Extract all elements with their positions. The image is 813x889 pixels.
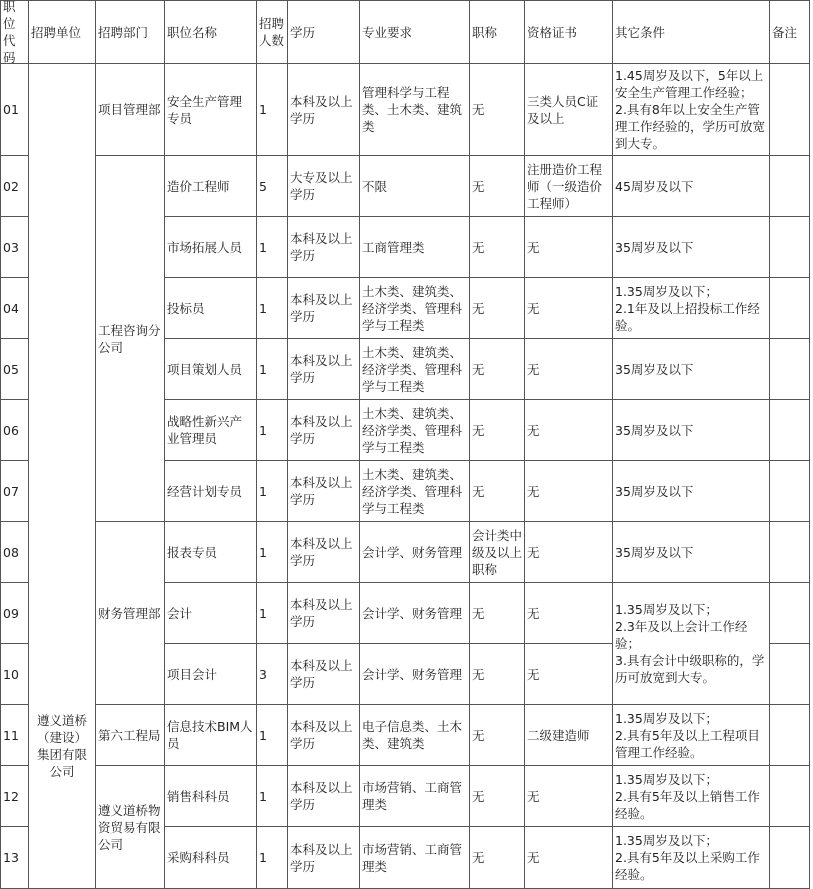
cell-remark [770, 339, 810, 400]
cell-certificate-text: 无 [527, 850, 540, 865]
cell-education-text: 大专及以上学历 [290, 170, 353, 202]
cell-rank-text: 无 [472, 422, 485, 438]
cell-code [0, 400, 29, 461]
header-code-text: 职位代码 [3, 0, 16, 64]
cell-education [288, 583, 360, 644]
cell-count-text: 1 [259, 605, 267, 621]
cell-certificate-text: 无 [527, 788, 540, 804]
cell-other-text: 1.35周岁及以下； 2.具有5年及以上工程项目管理工作经验。 [615, 710, 760, 760]
cell-remark [770, 64, 810, 156]
dept-finance [96, 522, 165, 705]
cell-major-text: 土木类、建筑类、经济学类、管理科学与工程类 [362, 466, 463, 516]
cell-education-text: 本科及以上学历 [290, 719, 353, 751]
cell-count-text: 5 [259, 178, 267, 194]
cell-other-text: 1.35周岁及以下； 2.具有5年及以上采购工作经验。 [615, 833, 760, 882]
cell-certificate-text: 无 [527, 300, 540, 316]
cell-rank [470, 827, 525, 889]
cell-certificate-text: 无 [527, 361, 540, 377]
cell-major [360, 583, 470, 644]
cell-position [165, 583, 257, 644]
cell-other [613, 156, 770, 217]
cell-other-text: 45周岁及以下 [615, 178, 694, 194]
cell-other-text: 35周岁及以下 [615, 483, 694, 499]
cell-count-text: 1 [259, 300, 267, 316]
cell-major-text: 土木类、建筑类、经济学类、管理科学与工程类 [362, 405, 463, 455]
cell-position [165, 522, 257, 583]
cell-rank-text: 无 [472, 239, 485, 255]
cell-certificate-text: 无 [527, 483, 540, 499]
dept-sixth-engineering [96, 705, 165, 766]
cell-certificate-text: 无 [527, 422, 540, 438]
cell-remark [770, 827, 810, 889]
cell-education [288, 644, 360, 705]
cell-rank [470, 400, 525, 461]
cell-code-text: 10 [3, 666, 19, 682]
cell-rank [470, 705, 525, 766]
header-position [165, 0, 257, 64]
cell-position [165, 400, 257, 461]
cell-certificate [525, 64, 613, 156]
header-education [288, 0, 360, 64]
cell-certificate [525, 644, 613, 705]
cell-rank-text: 无 [472, 102, 485, 117]
cell-education [288, 278, 360, 339]
cell-code [0, 644, 29, 705]
cell-code [0, 583, 29, 644]
cell-education-text: 本科及以上学历 [290, 841, 353, 874]
cell-major-text: 市场营销、工商管理类 [362, 780, 463, 812]
header-remark [770, 0, 810, 64]
cell-code-text: 06 [3, 422, 19, 438]
cell-remark [770, 705, 810, 766]
cell-education-text: 本科及以上学历 [290, 292, 353, 324]
cell-major [360, 461, 470, 522]
cell-code-text: 01 [3, 102, 19, 117]
cell-remark [770, 156, 810, 217]
cell-other [613, 278, 770, 339]
cell-code-text: 13 [3, 850, 19, 865]
dept-materials-trade [96, 766, 165, 889]
cell-other [613, 461, 770, 522]
cell-code-text: 03 [3, 239, 19, 255]
cell-certificate-text: 二级建造师 [527, 727, 590, 743]
cell-code-text: 07 [3, 483, 19, 499]
cell-other [613, 766, 770, 827]
cell-education [288, 522, 360, 583]
unit-cell [29, 64, 96, 889]
cell-major [360, 827, 470, 889]
cell-rank-text: 无 [472, 361, 485, 377]
cell-certificate-text: 无 [527, 239, 540, 255]
cell-education [288, 64, 360, 156]
cell-education-text: 本科及以上学历 [290, 353, 353, 385]
header-department [96, 0, 165, 64]
header-certificate [525, 0, 613, 64]
cell-certificate [525, 522, 613, 583]
dept-sixth-engineering-text: 第六工程局 [98, 727, 161, 743]
cell-code [0, 339, 29, 400]
cell-count [257, 705, 288, 766]
header-major-text: 专业要求 [362, 24, 413, 40]
cell-other-text: 35周岁及以下 [615, 361, 694, 377]
cell-other [613, 705, 770, 766]
cell-certificate [525, 339, 613, 400]
cell-position [165, 64, 257, 156]
cell-major [360, 400, 470, 461]
cell-other-finance-merged-text: 1.35周岁及以下； 2.3年及以上会计工作经验； 3.具有会计中级职称的，学历可放宽到大专。 [615, 602, 765, 685]
cell-major-text: 会计学、财务管理 [362, 544, 463, 560]
cell-code [0, 827, 29, 889]
header-remark-text: 备注 [772, 24, 798, 40]
cell-remark [770, 278, 810, 339]
header-count-text: 招聘人数 [259, 16, 285, 48]
cell-rank-text: 无 [472, 300, 485, 316]
cell-education-text: 本科及以上学历 [290, 475, 353, 507]
cell-position-text: 项目策划人员 [167, 361, 243, 377]
header-other [613, 0, 770, 64]
cell-count-text: 1 [259, 727, 267, 743]
cell-certificate-text: 无 [527, 605, 540, 621]
cell-rank [470, 278, 525, 339]
header-count [257, 0, 288, 64]
cell-count-text: 1 [259, 850, 267, 865]
cell-rank [470, 766, 525, 827]
header-major [360, 0, 470, 64]
header-other-text: 其它条件 [615, 24, 666, 40]
cell-position [165, 766, 257, 827]
cell-count [257, 278, 288, 339]
cell-certificate-text: 无 [527, 544, 540, 560]
cell-other-text: 1.45周岁及以下，5年以上安全生产管理工作经验； 2.具有8年以上安全生产管理工作经验的，学历可放宽到大专。 [615, 68, 766, 151]
cell-education-text: 本科及以上学历 [290, 414, 353, 446]
cell-code-text: 12 [3, 788, 19, 804]
cell-code [0, 461, 29, 522]
cell-position [165, 705, 257, 766]
cell-count [257, 461, 288, 522]
cell-rank [470, 64, 525, 156]
cell-code-text: 11 [3, 727, 19, 743]
cell-rank-text: 无 [472, 850, 485, 865]
header-certificate-text: 资格证书 [527, 24, 578, 40]
cell-rank-text: 无 [472, 178, 485, 194]
cell-remark [770, 461, 810, 522]
cell-code-text: 02 [3, 178, 19, 194]
dept-project-management [96, 64, 165, 156]
cell-count [257, 156, 288, 217]
cell-major [360, 64, 470, 156]
dept-engineering-consulting [96, 156, 165, 522]
cell-position-text: 销售科科员 [167, 788, 230, 804]
cell-major [360, 705, 470, 766]
cell-certificate [525, 400, 613, 461]
cell-major [360, 339, 470, 400]
cell-major [360, 156, 470, 217]
header-position-text: 职位名称 [167, 24, 218, 40]
cell-position [165, 278, 257, 339]
cell-rank-text: 无 [472, 727, 485, 743]
cell-count-text: 1 [259, 422, 267, 438]
cell-education-text: 本科及以上学历 [290, 93, 353, 126]
dept-engineering-consulting-text: 工程咨询分公司 [98, 322, 161, 355]
cell-position-text: 报表专员 [167, 544, 218, 560]
cell-education [288, 339, 360, 400]
cell-education [288, 766, 360, 827]
cell-other [613, 339, 770, 400]
header-rank [470, 0, 525, 64]
cell-education-text: 本科及以上学历 [290, 597, 353, 629]
cell-count [257, 217, 288, 278]
header-rank-text: 职称 [472, 24, 498, 40]
cell-education [288, 400, 360, 461]
cell-other [613, 217, 770, 278]
cell-position-text: 经营计划专员 [167, 483, 243, 499]
cell-position [165, 644, 257, 705]
cell-certificate [525, 217, 613, 278]
cell-certificate [525, 827, 613, 889]
cell-position [165, 339, 257, 400]
cell-code-text: 08 [3, 544, 19, 560]
cell-code-text: 09 [3, 605, 19, 621]
cell-major-text: 工商管理类 [362, 239, 425, 255]
header-education-text: 学历 [290, 24, 316, 40]
dept-project-management-text: 项目管理部 [98, 102, 161, 117]
cell-certificate-text: 无 [527, 666, 540, 682]
cell-major [360, 278, 470, 339]
cell-rank [470, 217, 525, 278]
cell-count-text: 1 [259, 102, 267, 117]
cell-education [288, 827, 360, 889]
cell-code [0, 522, 29, 583]
cell-count [257, 339, 288, 400]
cell-education [288, 217, 360, 278]
cell-position-text: 安全生产管理专员 [167, 93, 243, 126]
cell-rank [470, 339, 525, 400]
cell-certificate [525, 766, 613, 827]
cell-education [288, 156, 360, 217]
cell-major [360, 217, 470, 278]
cell-rank-text: 无 [472, 666, 485, 682]
cell-code [0, 705, 29, 766]
cell-education-text: 本科及以上学历 [290, 658, 353, 690]
cell-remark [770, 522, 810, 583]
cell-other-text: 1.35周岁及以下； 2.1年及以上招投标工作经验。 [615, 283, 760, 333]
cell-position-text: 信息技术BIM人员 [167, 719, 253, 751]
cell-count-text: 1 [259, 544, 267, 560]
header-unit-text: 招聘单位 [31, 24, 82, 40]
cell-certificate-text: 三类人员C证及以上 [527, 93, 599, 126]
cell-certificate [525, 583, 613, 644]
cell-major-text: 市场营销、工商管理类 [362, 841, 463, 874]
cell-major [360, 766, 470, 827]
cell-major-text: 电子信息类、土木类、建筑类 [362, 719, 463, 751]
header-unit [29, 0, 96, 64]
cell-rank-text: 会计类中级及以上职称 [472, 527, 523, 577]
cell-code-text: 05 [3, 361, 19, 377]
cell-other-text: 35周岁及以下 [615, 544, 694, 560]
cell-certificate [525, 278, 613, 339]
cell-count [257, 827, 288, 889]
cell-count [257, 583, 288, 644]
cell-education-text: 本科及以上学历 [290, 231, 353, 263]
cell-remark [770, 766, 810, 827]
cell-rank-text: 无 [472, 483, 485, 499]
cell-count [257, 644, 288, 705]
cell-count-text: 1 [259, 239, 267, 255]
cell-position-text: 会计 [167, 605, 193, 621]
cell-other-text: 1.35周岁及以下； 2.具有5年及以上销售工作经验。 [615, 771, 760, 821]
cell-other-text: 35周岁及以下 [615, 422, 694, 438]
cell-count-text: 1 [259, 788, 267, 804]
cell-count-text: 1 [259, 483, 267, 499]
cell-certificate [525, 461, 613, 522]
cell-count [257, 400, 288, 461]
cell-rank [470, 522, 525, 583]
cell-education-text: 本科及以上学历 [290, 536, 353, 568]
cell-education-text: 本科及以上学历 [290, 780, 353, 812]
cell-rank [470, 156, 525, 217]
cell-major-text: 不限 [362, 178, 388, 194]
unit-cell-text: 遵义道桥（建设）集团有限公司 [36, 713, 87, 779]
cell-other [613, 827, 770, 889]
cell-certificate [525, 156, 613, 217]
cell-other [613, 522, 770, 583]
cell-position [165, 827, 257, 889]
cell-count-text: 3 [259, 666, 267, 682]
cell-code [0, 217, 29, 278]
cell-certificate-text: 注册造价工程师（一级造价工程师） [527, 161, 603, 211]
cell-remark [770, 400, 810, 461]
cell-position-text: 项目会计 [167, 666, 218, 682]
cell-rank-text: 无 [472, 605, 485, 621]
cell-other-text: 35周岁及以下 [615, 239, 694, 255]
cell-major-text: 管理科学与工程类、土木类、建筑类 [362, 85, 463, 134]
cell-major [360, 522, 470, 583]
cell-major-text: 土木类、建筑类、经济学类、管理科学与工程类 [362, 283, 463, 333]
cell-code [0, 64, 29, 156]
cell-major-text: 会计学、财务管理 [362, 666, 463, 682]
cell-position-text: 采购科科员 [167, 850, 230, 865]
cell-position [165, 461, 257, 522]
cell-other [613, 64, 770, 156]
cell-rank-text: 无 [472, 788, 485, 804]
cell-code-text: 04 [3, 300, 19, 316]
cell-position-text: 战略性新兴产业管理员 [167, 414, 243, 446]
cell-position [165, 217, 257, 278]
cell-count [257, 522, 288, 583]
cell-education [288, 461, 360, 522]
cell-other [613, 400, 770, 461]
cell-rank [470, 461, 525, 522]
cell-rank [470, 583, 525, 644]
dept-finance-text: 财务管理部 [98, 605, 161, 621]
cell-rank [470, 644, 525, 705]
cell-count [257, 766, 288, 827]
cell-code [0, 766, 29, 827]
cell-major-text: 土木类、建筑类、经济学类、管理科学与工程类 [362, 344, 463, 394]
header-department-text: 招聘部门 [98, 24, 149, 40]
header-code [0, 0, 29, 64]
cell-education [288, 705, 360, 766]
cell-other-finance-merged [613, 583, 770, 705]
cell-remark [770, 644, 810, 705]
cell-position-text: 市场拓展人员 [167, 239, 243, 255]
cell-remark [770, 583, 810, 644]
cell-remark [770, 217, 810, 278]
cell-certificate [525, 705, 613, 766]
cell-code [0, 278, 29, 339]
cell-position-text: 投标员 [167, 300, 205, 316]
cell-major [360, 644, 470, 705]
cell-position-text: 造价工程师 [167, 178, 230, 194]
cell-major-text: 会计学、财务管理 [362, 605, 463, 621]
cell-position [165, 156, 257, 217]
cell-code [0, 156, 29, 217]
cell-count [257, 64, 288, 156]
cell-count-text: 1 [259, 361, 267, 377]
dept-materials-trade-text: 遵义道桥物资贸易有限公司 [98, 802, 161, 852]
